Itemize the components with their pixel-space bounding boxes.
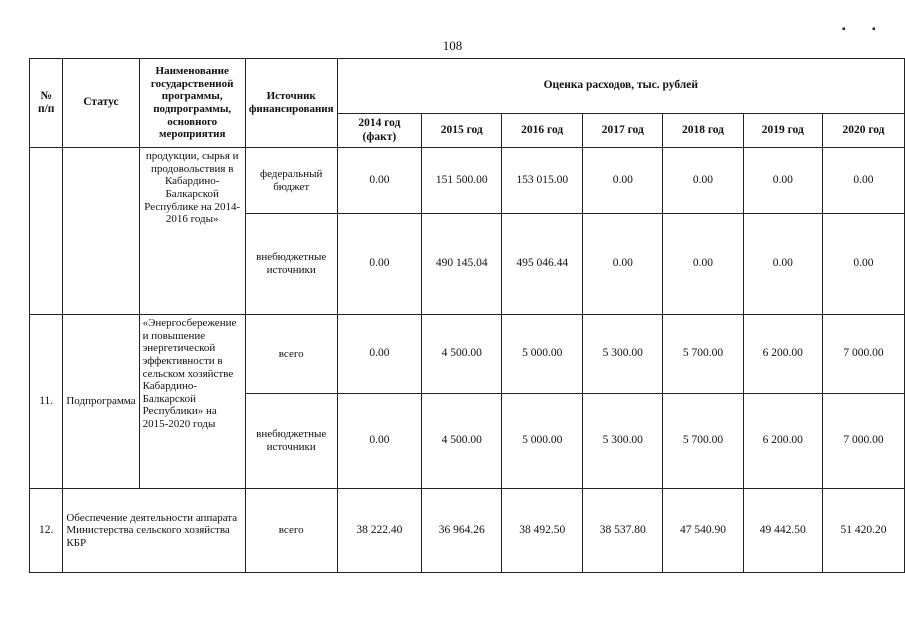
value-cell: 0.00 (337, 394, 422, 489)
value-cell: 5 300.00 (583, 394, 663, 489)
value-cell: 5 300.00 (583, 315, 663, 394)
budget-table (29, 58, 905, 573)
value-cell: 51 420.20 (822, 489, 904, 573)
value-cell: 7 000.00 (822, 394, 904, 489)
value-cell: 47 540.90 (663, 489, 743, 573)
scan-mark: ▪ (842, 24, 846, 35)
header-year: 2018 год (663, 114, 743, 148)
value-cell: 0.00 (822, 148, 904, 214)
value-cell: 0.00 (583, 214, 663, 315)
row-status (63, 148, 139, 315)
value-cell: 0.00 (583, 148, 663, 214)
value-cell: 5 000.00 (502, 315, 583, 394)
value-cell: 38 537.80 (583, 489, 663, 573)
value-cell: 490 145.04 (422, 214, 502, 315)
value-cell: 38 492.50 (502, 489, 583, 573)
table-row (30, 315, 905, 394)
value-cell: 0.00 (663, 214, 743, 315)
funding-source: всего (245, 315, 337, 394)
value-cell: 0.00 (822, 214, 904, 315)
value-cell: 6 200.00 (743, 394, 822, 489)
value-cell: 5 000.00 (502, 394, 583, 489)
value-cell: 0.00 (337, 315, 422, 394)
value-cell: 49 442.50 (743, 489, 822, 573)
value-cell: 5 700.00 (663, 315, 743, 394)
header-name: Наименование государственной программы, подпрограммы, основного мероприятия (139, 59, 245, 148)
header-year: 2019 год (743, 114, 822, 148)
funding-source: всего (245, 489, 337, 573)
header-year: 2015 год (422, 114, 502, 148)
value-cell: 36 964.26 (422, 489, 502, 573)
value-cell: 0.00 (337, 214, 422, 315)
value-cell: 0.00 (337, 148, 422, 214)
scan-mark: ▪ (872, 24, 876, 35)
header-status: Статус (63, 59, 139, 148)
header-year: 2020 год (822, 114, 904, 148)
value-cell: 0.00 (743, 148, 822, 214)
header-year: 2014 год (факт) (337, 114, 422, 148)
value-cell: 5 700.00 (663, 394, 743, 489)
value-cell: 4 500.00 (422, 394, 502, 489)
value-cell: 0.00 (743, 214, 822, 315)
program-name: «Энергосбережение и повышение энергетической эффективности в сельском хозяйстве Кабардино-Балкарской Республики» на 2015-2020 годы (139, 315, 245, 489)
program-name: продукции, сырья и продовольствия в Кабардино-Балкарской Республике на 2014-2016 годы» (139, 148, 245, 315)
value-cell: 153 015.00 (502, 148, 583, 214)
row-num: 12. (30, 489, 63, 573)
value-cell: 7 000.00 (822, 315, 904, 394)
header-year: 2017 год (583, 114, 663, 148)
value-cell: 38 222.40 (337, 489, 422, 573)
page-number: 108 (442, 38, 463, 53)
table-row (30, 148, 905, 214)
program-name: Обеспечение деятельности аппарата Министерства сельского хозяйства КБР (63, 489, 245, 573)
header-num: № п/п (30, 59, 63, 148)
header-year: 2016 год (502, 114, 583, 148)
value-cell: 4 500.00 (422, 315, 502, 394)
value-cell: 6 200.00 (743, 315, 822, 394)
row-status: Подпрограмма (63, 315, 139, 489)
value-cell: 495 046.44 (502, 214, 583, 315)
funding-source: федеральный бюджет (245, 148, 337, 214)
value-cell: 0.00 (663, 148, 743, 214)
header-estimate: Оценка расходов, тыс. рублей (337, 59, 904, 114)
row-num (30, 148, 63, 315)
table-row (30, 489, 905, 573)
funding-source: внебюджетные источники (245, 214, 337, 315)
row-num: 11. (30, 315, 63, 489)
funding-source: внебюджетные источники (245, 394, 337, 489)
header-source: Источник финансирования (245, 59, 337, 148)
value-cell: 151 500.00 (422, 148, 502, 214)
